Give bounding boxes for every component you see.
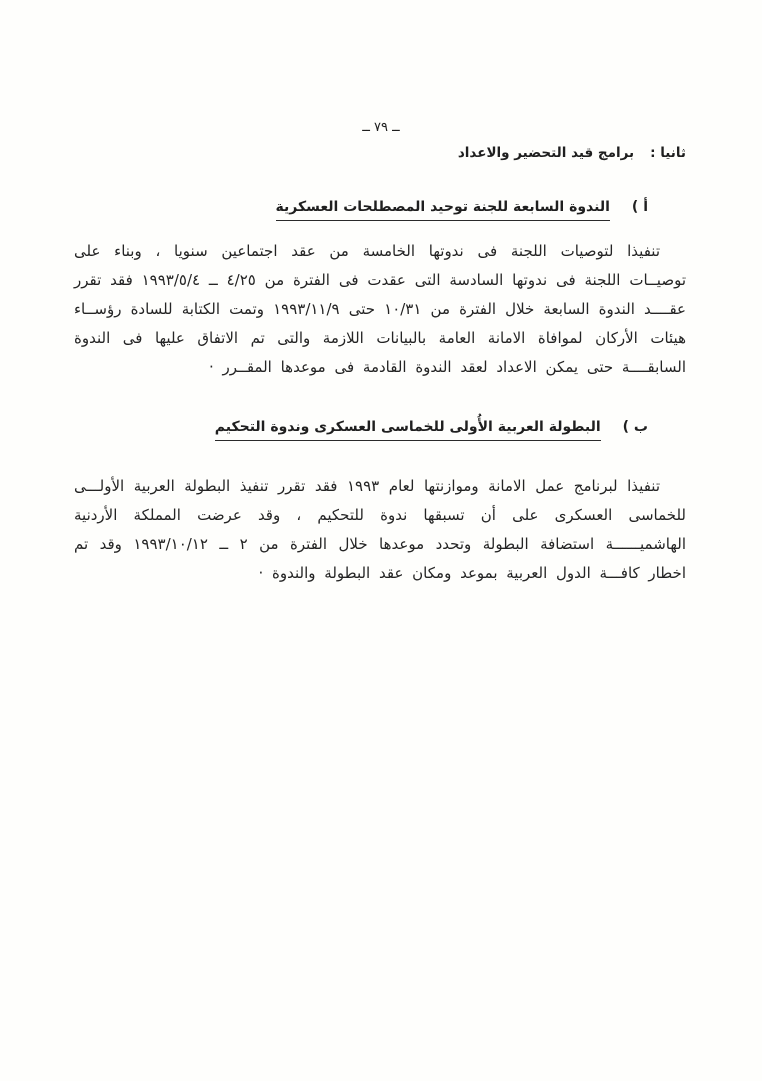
section-title: برامج قيد التحضير والاعداد [457, 145, 635, 161]
item-a-title: الندوة السابعة للجنة توحيد المصطلحات العسكرية [276, 199, 610, 221]
item-b-body: تنفيذا لبرنامج عمل الامانة وموازنتها لعام ١٩٩٣ فقد تقرر تنفيذ البطولة العربية الأولـــى للخماسى العسكرى على أن تسبقها ندوة للتحكيم ، وقد عرضت المملكة الأردنية الهاشميــــــة استضافة البطولة وتحدد موعدها خلال الفترة من ٢ ــ ١٩٩٣/١٠/١٢ وقد تم اخطار كافـــة الدول العربية بموعد ومكان عقد البطولة والندوة · [74, 477, 686, 582]
section-label: ثانيا : [650, 145, 686, 161]
item-b-marker: ب ) [622, 419, 648, 435]
item-b-heading [0, 419, 762, 441]
section-heading [0, 145, 762, 161]
item-b-title: البطولة العربية الأُولى للخماسى العسكرى وندوة التحكيم [215, 419, 601, 441]
item-a-body: تنفيذا لتوصيات اللجنة فى ندوتها الخامسة من عقد اجتماعين سنويا ، وبناء على توصيــات اللجنة فى ندوتها السادسة التى عقدت فى الفترة من ٤/٢٥ ــ ١٩٩٣/٥/٤ فقد تقرر عقــــد الندوة السابعة خلال الفترة من ١٠/٣١ حتى ١٩٩٣/١١/٩ وتمت الكتابة للسادة رؤســاء هيئات الأركان لموافاة الامانة العامة بالبيانات اللازمة والتى تم الاتفاق عليها فى الندوة السابقــــة حتى يمكن الاعداد لعقد الندوة القادمة فى موعدها المقــرر · [74, 242, 687, 376]
item-a-marker: أ ) [631, 199, 648, 215]
item-a-heading [0, 199, 762, 221]
page-number: ــ ٧٩ ــ [362, 120, 400, 135]
